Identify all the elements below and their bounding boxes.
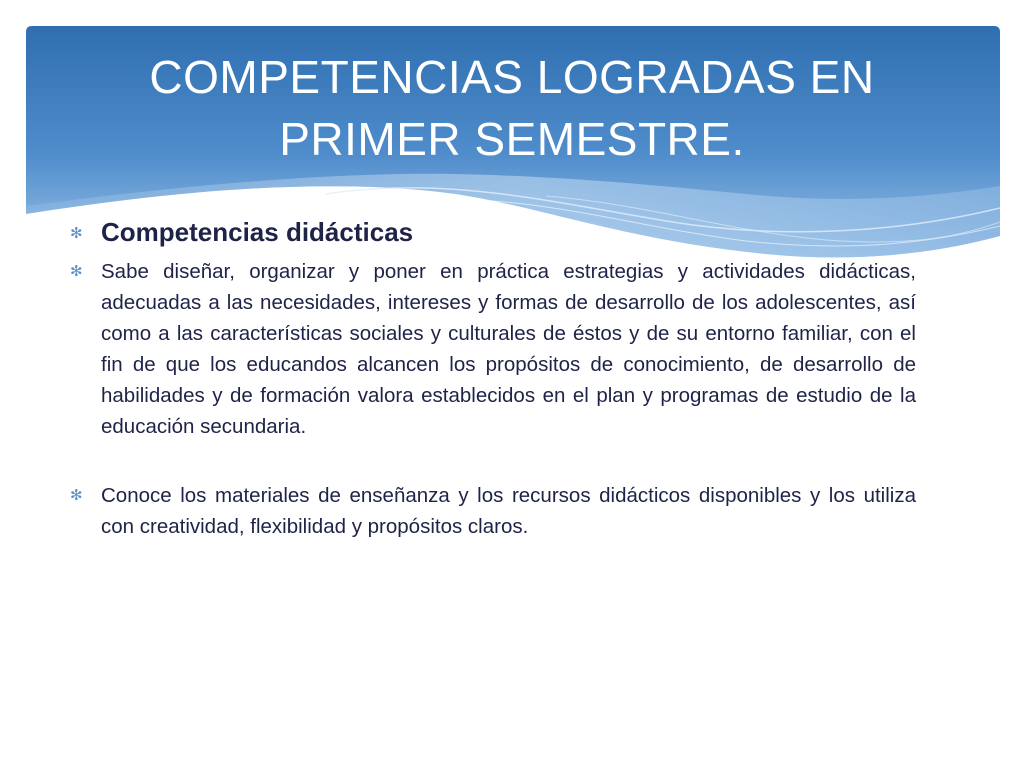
bullet-icon: ✻ [70,487,83,504]
list-item-text: Competencias didácticas [101,217,414,247]
list-item [70,480,916,542]
title-line-1: COMPETENCIAS LOGRADAS EN [149,51,875,103]
list-item-text: Conoce los materiales de enseñanza y los recursos didácticos disponibles y los utiliza con creatividad, flexibilidad y propósitos claros. [101,484,916,538]
list-item-text: Sabe diseñar, organizar y poner en práctica estrategias y actividades didácticas, adecuadas a las necesidades, intereses y formas de desarrollo de los adolescentes, así como a las características sociales y culturales de éstos y de su entorno familiar, con el fin de que los educandos alcancen los propósitos de conocimiento, de desarrollo de habilidades y de formación valora establecidos en el plan y programas de estudio de la educación secundaria. [101,260,916,438]
slide-title [60,46,964,170]
bullet-icon: ✻ [70,263,83,280]
bullet-icon: ✻ [70,225,83,242]
list-item-heading [70,214,916,250]
title-line-2: PRIMER SEMESTRE. [279,113,745,165]
list-item [70,256,916,442]
bullet-list [70,214,916,544]
